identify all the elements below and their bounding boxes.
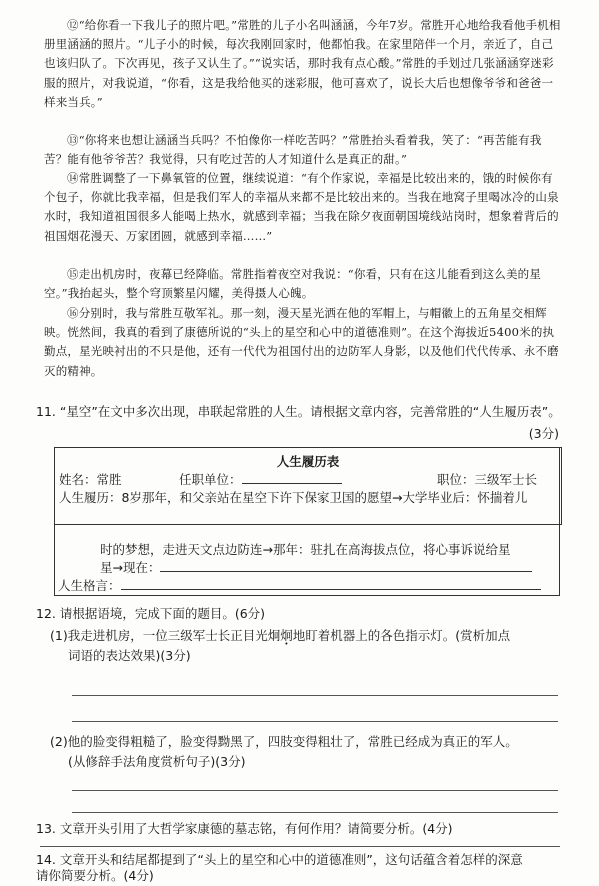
name-label: 姓名：常胜 xyxy=(59,472,122,487)
question-12-1: (1)我走进机房，一位三级军士长正目光炯炯地盯着机器上的各色指示灯。(赏析加点 xyxy=(50,628,511,643)
paragraph-12: ⑫“给你看一下我儿子的照片吧。”常胜的儿子小名叫涵涵，今年7岁。常胜开心地给我看他手机相册里涵涵的照片。“儿子小的时候，每次我刚回家时，他都怕我。在家里陪伴一个月，亲近了，自己也该归队了。下次再见，孩子又认生了。”“说实话，那时我有点心酸。”常胜的手划过几张涵涵穿迷彩服的照片，对我说道，“你看，这是我给他买的迷彩服，他可喜欢了，说长大后也想像爷爷和爸爸一样来当兵。” xyxy=(44,18,561,109)
paragraph-14: ⑭常胜调整了一下鼻氧管的位置，继续说道：“有个作家说，幸福是比较出来的，饿的时候你有个包子，你就比我幸福，但是我们军人的幸福从来都不是比较出来的。当我在地窝子里喝冰冷的山泉水时，我知道祖国很多人能喝上热水，就感到幸福；当我在除夕夜面朝国境线站岗时，想象着背后的祖国烟花漫天、万家团圆，就感到幸福……” xyxy=(44,171,559,243)
motto-label: 人生格言： xyxy=(58,578,121,593)
history-line-1: 人生履历：8岁那年，和父亲站在星空下许下保家卫国的愿望→大学毕业后：怀揣着儿 xyxy=(59,490,528,505)
question-14: 14. 文章开头和结尾都提到了“头上的星空和心中的道德准则”，这句话蕴含着怎样的深意 xyxy=(36,852,523,867)
answer-line[interactable] xyxy=(40,846,560,847)
question-12-2: (2)他的脸变得粗糙了，脸变得黝黑了，四肢变得粗壮了，常胜已经成为真正的军人。 xyxy=(50,734,518,749)
answer-line[interactable] xyxy=(72,790,558,791)
question-12-2-line2: (从修辞手法角度赏析句子)(3分) xyxy=(68,754,246,769)
question-11-score: (3分) xyxy=(528,426,559,441)
question-11: 11. “星空”在文中多次出现，串联起常胜的人生。请根据文章内容，完善常胜的“人生履历表”。 xyxy=(36,404,561,419)
unit-label: 任职单位： xyxy=(179,472,242,487)
history-line-2: 时的梦想，走进天文点边防连→那年：驻扎在高海拔点位，将心事诉说给星 xyxy=(100,542,511,557)
resume-table-border xyxy=(54,447,560,596)
history-line-3: 星→现在： xyxy=(100,560,161,575)
position-label: 职位：三级军士长 xyxy=(437,472,538,487)
question-14-line2: 请你简要分析。(4分) xyxy=(36,868,154,883)
paragraph-15: ⑮走出机房时，夜幕已经降临。常胜指着夜空对我说：“你看，只有在这儿能看到这么美的星空。”我抬起头，整个穹顶繁星闪耀，美得摄人心魄。 xyxy=(44,267,542,301)
paragraph-13: ⑬“你将来也想让涵涵当兵吗？不怕像你一样吃苦吗？”常胜抬头看着我，笑了：“再苦能有我苦？能有他爷爷苦？我觉得，只有吃过苦的人才知道什么是真正的甜。” xyxy=(44,133,542,167)
dotted-word: 炯炯地 xyxy=(267,628,306,643)
answer-line[interactable] xyxy=(72,695,558,696)
answer-line[interactable] xyxy=(72,812,558,813)
paragraph-16: ⑯分别时，我与常胜互敬军礼。那一刻，漫天星光洒在他的军帽上，与帽徽上的五角星交相辉映。恍然间，我真的看到了康德所说的“头上的星空和心中的道德准则”。在这个海拔近5400米的执勤点，星光映衬出的不只是他，还有一代代为祖国付出的边防军人身影，以及他们代代传承、永不磨灭的精神。 xyxy=(44,306,559,378)
question-12: 12. 请根据语境，完成下面的题目。(6分) xyxy=(36,606,266,621)
question-13: 13. 文章开头引用了大哲学家康德的墓志铭，有何作用？请简要分析。(4分) xyxy=(36,821,453,836)
answer-line[interactable] xyxy=(72,721,558,722)
table-title: 人生履历表 xyxy=(276,454,340,469)
question-12-1-line2: 词语的表达效果)(3分) xyxy=(68,648,191,663)
